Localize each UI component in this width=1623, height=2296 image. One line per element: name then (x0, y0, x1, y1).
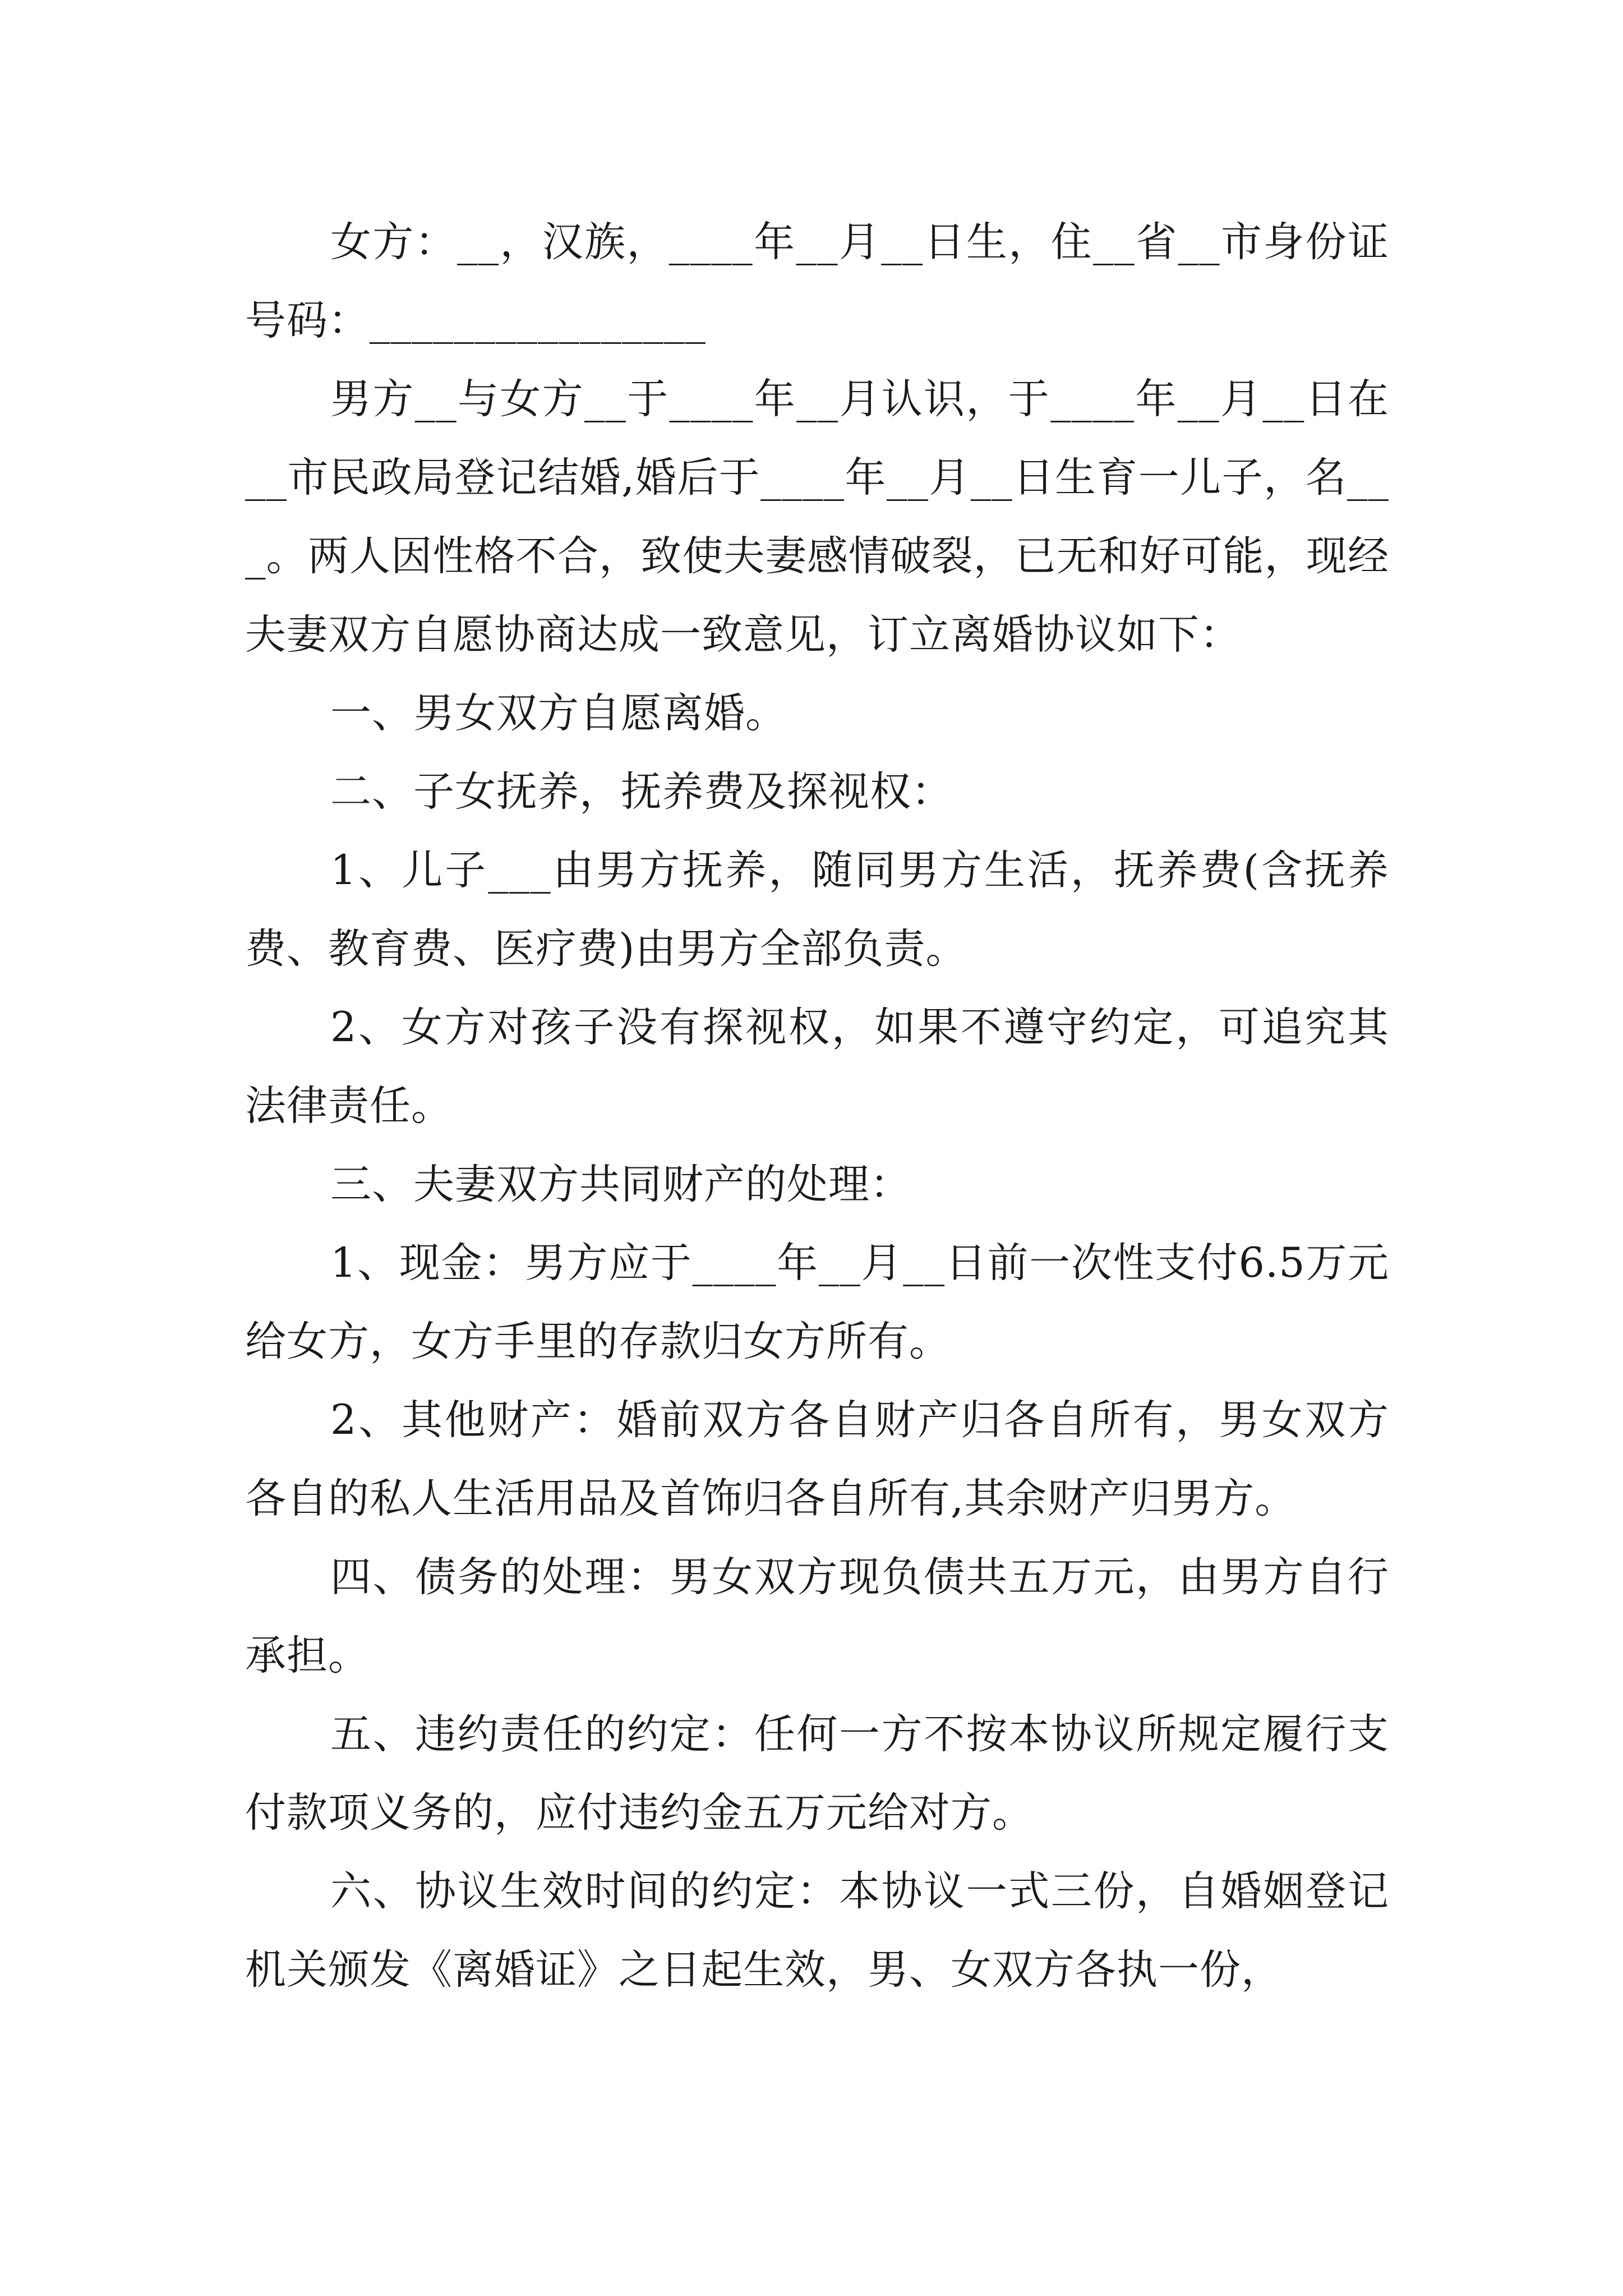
paragraph-clause-1-divorce: 一、男女双方自愿离婚。 (330, 689, 787, 737)
paragraph-clause-3-item-2: 2、其他财产：婚前双方各自财产归各自所有，男女双方各自的私人生活用品及首饰归各自所有,其余财产归男方。 (245, 1396, 1389, 1522)
paragraph-clause-3-item-1: 1、现金：男方应于____年__月__日前一次性支付6.5万元给女方，女方手里的存款归女方所有。 (245, 1239, 1389, 1365)
paragraph-female-party: 女方：__，汉族，____年__月__日生，住__省__市身份证号码：________________ (245, 218, 1389, 344)
document-body (245, 203, 1389, 2009)
paragraph-clause-5-breach: 五、违约责任的约定：任何一方不按本协议所规定履行支付款项义务的，应付违约金五万元给对方。 (245, 1710, 1389, 1837)
paragraph-marriage-background: 男方__与女方__于____年__月认识，于____年__月__日在__市民政局登记结婚,婚后于____年__月__日生育一儿子，名___。两人因性格不合，致使夫妻感情破裂，已无和好可能，现经夫妻双方自愿协商达成一致意见，订立离婚协议如下： (245, 375, 1389, 659)
paragraph-clause-4-debt: 四、债务的处理：男女双方现负债共五万元，由男方自行承担。 (245, 1553, 1389, 1680)
paragraph-clause-2-heading: 二、子女抚养，抚养费及探视权： (330, 768, 953, 816)
paragraph-clause-2-item-2: 2、女方对孩子没有探视权，如果不遵守约定，可追究其法律责任。 (245, 1004, 1389, 1130)
paragraph-clause-6-effective: 六、协议生效时间的约定：本协议一式三份，自婚姻登记机关颁发《离婚证》之日起生效，男、女双方各执一份， (245, 1867, 1389, 1994)
paragraph-clause-3-heading: 三、夫妻双方共同财产的处理： (330, 1161, 911, 1208)
paragraph-clause-2-item-1: 1、儿子___由男方抚养，随同男方生活，抚养费(含抚养费、教育费、医疗费)由男方全部负责。 (245, 846, 1389, 973)
